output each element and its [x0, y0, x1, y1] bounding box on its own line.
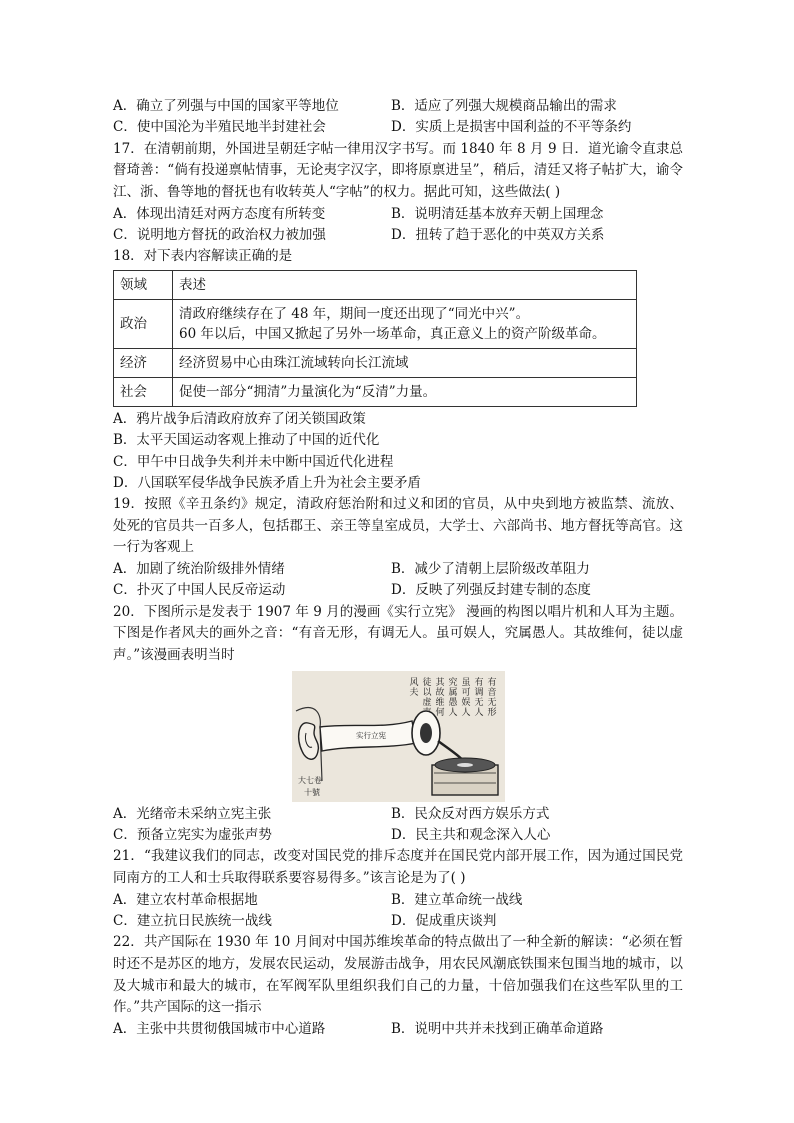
q17-option-d[interactable]: D．扭转了趋于恶化的中英双方关系 [391, 226, 605, 243]
q17-stem: 17．在清朝前期，外国进呈朝廷字帖一律用汉字书写。而 1840 年 8 月 9 日．道光谕令直隶总督琦善：“倘有投递禀帖情事，无论夷字汉字，即将原禀进呈”，稍后，清廷又将子帖扩大，谕令江、浙、鲁等地的督抚也有收转英人“字帖”的权力。据此可知，这些做法( ) [113, 140, 683, 200]
calligraphy-char: 究 [447, 677, 458, 688]
q17-options-row-1 [113, 204, 683, 225]
calligraphy-char: 风 [408, 677, 419, 688]
calligraphy-char: 人 [447, 707, 458, 718]
q16-option-b[interactable]: B．适应了列强大规模商品输出的需求 [391, 98, 617, 114]
q22-stem: 22．共产国际在 1930 年 10 月间对中国苏维埃革命的特点做出了一种全新的解读：“必须在暂时还不是苏区的地方，发展农民运动，发展游击战争，用农民风潮底铁围来包围当地的城市，以及大城市和最大的城市，在军阀军队里组织我们自己的力量，十倍加强我们在这些军队里的工作。”共产国际的这一指示 [113, 934, 683, 1016]
calligraphy-char: 人 [460, 707, 471, 718]
calligraphy-char: 何 [434, 707, 445, 718]
q16-option-a[interactable]: A．确立了列强与中国的国家平等地位 [113, 98, 339, 114]
calligraphy-char: 人 [473, 707, 484, 718]
calligraphy-char: 有 [486, 677, 497, 688]
calligraphy-char: 以 [421, 687, 432, 698]
q18-stem: 18．对下表内容解读正确的是 [113, 248, 293, 265]
cartoon-signature-2: 十號 [303, 787, 320, 797]
q22-option-b[interactable]: B．说明中共并未找到正确革命道路 [391, 1020, 604, 1037]
calligraphy-char: 属 [447, 687, 458, 698]
q20-option-c[interactable]: C．预备立宪实为虚张声势 [113, 827, 272, 844]
calligraphy-char: 愚 [447, 697, 458, 708]
q19-option-a[interactable]: A．加剧了统治阶级排外情绪 [113, 561, 285, 578]
table-header-cell: 表述 [173, 270, 637, 299]
q17-option-b[interactable]: B．说明清廷基本放弃天朝上国理念 [391, 205, 604, 222]
q21-option-a[interactable]: A．建立农村革命根据地 [113, 891, 258, 908]
q16-options-row-2 [113, 117, 683, 138]
calligraphy-char: 有 [473, 677, 484, 688]
gramophone-ear-cartoon [292, 671, 505, 802]
q21-option-d[interactable]: D．促成重庆谈判 [391, 913, 497, 929]
q22-options-row-1 [113, 1019, 683, 1040]
q16-option-c[interactable]: C．使中国沦为半殖民地半封建社会 [113, 119, 326, 136]
calligraphy-char: 虚 [421, 697, 432, 708]
horn-label: 实行立宪 [355, 730, 386, 740]
q21-options-row-2 [113, 911, 683, 932]
q22-option-a[interactable]: A．主张中共贯彻俄国城市中心道路 [113, 1020, 326, 1037]
table-cell-description [173, 299, 637, 348]
q18-option-c[interactable]: C．甲午中日战争失利并未中断中国近代化进程 [113, 453, 394, 470]
calligraphy-char: 形 [486, 707, 497, 718]
q17-options-row-2 [113, 225, 683, 246]
q17-option-c[interactable]: C．说明地方督抚的政治权力被加强 [113, 226, 326, 243]
q19-options-row-1 [113, 559, 683, 580]
q19-stem: 19．按照《辛丑条约》规定，清政府惩治附和过义和团的官员，从中央到地方被监禁、流放、处死的官员共一百多人，包括郡王、亲王等皇室成员，大学士、六部尚书、地方督抚等高官。这一行为客观上 [113, 496, 683, 556]
q21-options-row-1 [113, 890, 683, 911]
cartoon-signature: 大七卷 [297, 775, 322, 785]
q21-option-b[interactable]: B．建立革命统一战线 [391, 891, 523, 908]
calligraphy-char: 可 [460, 687, 471, 698]
table-cell-domain: 社会 [114, 377, 173, 406]
table-cell-description: 经济贸易中心由珠江流域转向长江流域 [173, 348, 637, 377]
q18-option-b[interactable]: B．太平天国运动客观上推动了中国的近代化 [113, 432, 380, 449]
table-row [114, 348, 637, 377]
q20-options-row-1 [113, 804, 683, 825]
table-cell-domain: 经济 [114, 348, 173, 377]
calligraphy-char: 其 [434, 677, 445, 688]
table-row [114, 299, 637, 348]
table-header-row [114, 270, 637, 299]
calligraphy-char: 夫 [408, 687, 419, 698]
q20-option-b[interactable]: B．民众反对西方娱乐方式 [391, 805, 550, 822]
calligraphy-char: 调 [473, 687, 484, 698]
calligraphy-char: 娱 [460, 697, 471, 708]
q18-option-d[interactable]: D．八国联军侵华战争民族矛盾上升为社会主要矛盾 [113, 474, 421, 491]
calligraphy-char: 音 [486, 687, 497, 698]
q20-stem: 20．下图所示是发表于 1907 年 9 月的漫画《实行立宪》 漫画的构图以唱片机和人耳为主题。下图是作者风夫的画外之音：“有音无形，有调无人。虽可娱人，究属愚人。其故维何，徒以虚声。”该漫画表明当时 [113, 603, 683, 664]
q19-options-row-2 [113, 580, 683, 601]
q21-stem: 21．“我建议我们的同志，改变对国民党的排斥态度并在国民党内部开展工作，因为通过国民党同南方的工人和士兵取得联系要容易得多。”该言论是为了( ) [113, 848, 683, 887]
q20-options-row-2 [113, 825, 683, 846]
q17-option-a[interactable]: A．体现出清廷对两方态度有所转变 [113, 205, 326, 222]
q18-option-a[interactable]: A．鸦片战争后清政府放弃了闭关锁国政策 [113, 410, 366, 427]
calligraphy-char: 无 [486, 697, 497, 708]
q19-option-d[interactable]: D．反映了列强反封建专制的态度 [391, 582, 591, 599]
calligraphy-char: 维 [434, 697, 445, 708]
table-row [114, 377, 637, 406]
exam-page [113, 96, 683, 1040]
calligraphy-char: 无 [473, 697, 484, 708]
table-cell-domain: 政治 [114, 299, 173, 348]
calligraphy-char: 徒 [421, 677, 432, 688]
table-cell-line: 60 年以后，中国又掀起了另外一场革命，真正意义上的资产阶级革命。 [179, 325, 606, 342]
q20-option-a[interactable]: A．光绪帝未采纳立宪主张 [113, 805, 272, 822]
q16-options-row-1 [113, 96, 683, 117]
q18-table [113, 270, 637, 407]
table-cell-line: 清政府继续存在了 48 年，期间一度还出现了“同光中兴”。 [179, 305, 530, 322]
calligraphy-char: 故 [434, 687, 445, 698]
q19-option-b[interactable]: B．减少了清朝上层阶级改革阻力 [391, 561, 590, 578]
q19-option-c[interactable]: C．扑灭了中国人民反帝运动 [113, 582, 286, 599]
table-cell-description: 促使一部分“拥清”力量演化为“反清”力量。 [173, 377, 637, 406]
q20-option-d[interactable]: D．民主共和观念深入人心 [391, 827, 551, 844]
q16-option-d[interactable]: D．实质上是损害中国利益的不平等条约 [391, 119, 632, 136]
cartoon-container [113, 671, 683, 802]
calligraphy-char: 虽 [460, 677, 471, 688]
table-header-cell: 领域 [114, 270, 173, 299]
q21-option-c[interactable]: C．建立抗日民族统一战线 [113, 913, 272, 929]
